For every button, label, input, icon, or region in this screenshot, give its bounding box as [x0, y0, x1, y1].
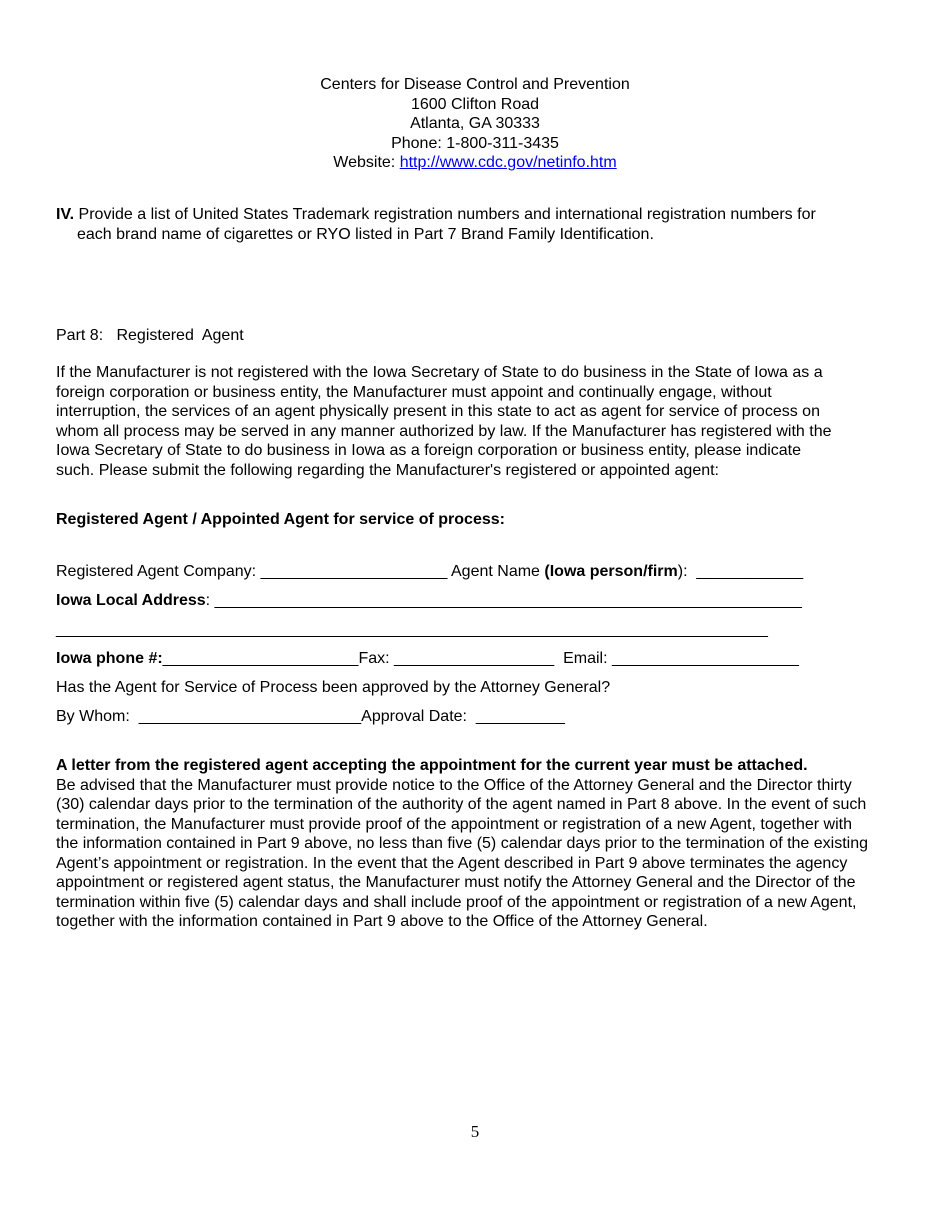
termination-notice [56, 756, 896, 932]
company-label: Registered Agent Company: [56, 563, 261, 580]
website-link[interactable]: http://www.cdc.gov/netinfo.htm [399, 154, 617, 171]
website-label: Website: [333, 154, 400, 171]
part8-heading: Part 8: Registered Agent [56, 327, 244, 344]
paragraph-line: Iowa Secretary of State to do business in Iowa as a foreign corporation or business entity, please indicate [56, 442, 802, 459]
notice-line: termination within five (5) calendar days and shall include proof of the appointment or registration of a new Agent, [56, 893, 857, 911]
notice-line: Agent’s appointment or registration. In the event that the Agent described in Part 9 above terminates the agency [56, 854, 848, 872]
paragraph-line: such. Please submit the following regarding the Manufacturer's registered or appointed agent: [56, 461, 719, 479]
agent-name-field[interactable]: ____________ [696, 563, 804, 580]
paragraph-line: whom all process may be served in any manner authorized by law. If the Manufacturer has registered with the [56, 422, 832, 440]
notice-line: appointment or registered agent status, the Manufacturer must notify the Attorney General and the Director of the [56, 874, 856, 891]
approval-date-field[interactable]: __________ [475, 708, 565, 725]
by-whom-field[interactable]: _________________________ [138, 708, 362, 725]
agent-name-qualifier: (Iowa person/firm [544, 563, 678, 580]
org-name: Centers for Disease Control and Prevention [320, 76, 630, 93]
notice-line: termination, the Manufacturer must provide proof of the appointment or registration of a new Agent, together with [56, 815, 852, 833]
notice-line: together with the information contained in Part 9 above to the Office of the Attorney General. [56, 913, 708, 930]
fax-field[interactable]: __________________ [394, 650, 555, 667]
company-agent-row [56, 562, 876, 582]
approval-row [56, 707, 876, 727]
fax-label: Fax: [358, 650, 394, 667]
letter-requirement: A letter from the registered agent accepting the appointment for the current year must be attached. [56, 757, 808, 774]
local-address-label: Iowa Local Address [56, 592, 206, 609]
phone-field[interactable]: ______________________ [162, 650, 359, 667]
city-state-zip: Atlanta, GA 30333 [410, 115, 540, 132]
paragraph-line: interruption, the services of an agent physically present in this state to act as agent for service of process on [56, 403, 820, 420]
item-iv-line2: each brand name of cigarettes or RYO listed in Part 7 Brand Family Identification. [77, 225, 654, 243]
item-iv-marker: IV. [56, 206, 75, 223]
approval-question: Has the Agent for Service of Process been approved by the Attorney General? [56, 679, 611, 696]
page-number: 5 [470, 1122, 480, 1141]
phone-label: Iowa phone #: [56, 650, 163, 667]
company-field[interactable]: _____________________ [260, 563, 448, 580]
email-label: Email: [554, 650, 612, 667]
part8-paragraph [56, 363, 896, 480]
notice-line: (30) calendar days prior to the termination of the authority of the agent named in Part 8 above. In the event of such [56, 796, 867, 813]
approval-date-label: Approval Date: [361, 708, 476, 725]
agent-name-label: Agent Name [447, 563, 545, 580]
by-whom-label: By Whom: [56, 708, 139, 725]
notice-line: Be advised that the Manufacturer must provide notice to the Office of the Attorney General and the Director thirty [56, 776, 852, 794]
website-line [0, 153, 950, 173]
agent-section-heading: Registered Agent / Appointed Agent for service of process: [56, 511, 505, 528]
paragraph-line: foreign corporation or business entity, the Manufacturer must appoint and continually engage, without [56, 383, 772, 401]
street-address: 1600 Clifton Road [410, 95, 540, 113]
notice-line: the information contained in Part 9 above, no less than five (5) calendar days prior to the termination of the existing [56, 835, 869, 852]
paragraph-line: If the Manufacturer is not registered with the Iowa Secretary of State to do business in the State of Iowa as a [56, 364, 823, 381]
local-address-row [56, 591, 876, 611]
phone-fax-email-row [56, 649, 876, 669]
address-line2-field[interactable]: ________________________________________________________________________________ [56, 621, 768, 638]
item-iv [56, 205, 896, 244]
phone-number: Phone: 1-800-311-3435 [391, 134, 559, 152]
agent-name-close: ): [677, 563, 697, 580]
item-iv-line1: Provide a list of United States Trademark registration numbers and international registration numbers for [74, 206, 816, 223]
local-address-field[interactable]: __________________________________________________________________ [214, 592, 802, 609]
cdc-address-block [0, 75, 950, 173]
local-address-colon: : [205, 592, 215, 609]
email-field[interactable]: _____________________ [611, 650, 799, 667]
